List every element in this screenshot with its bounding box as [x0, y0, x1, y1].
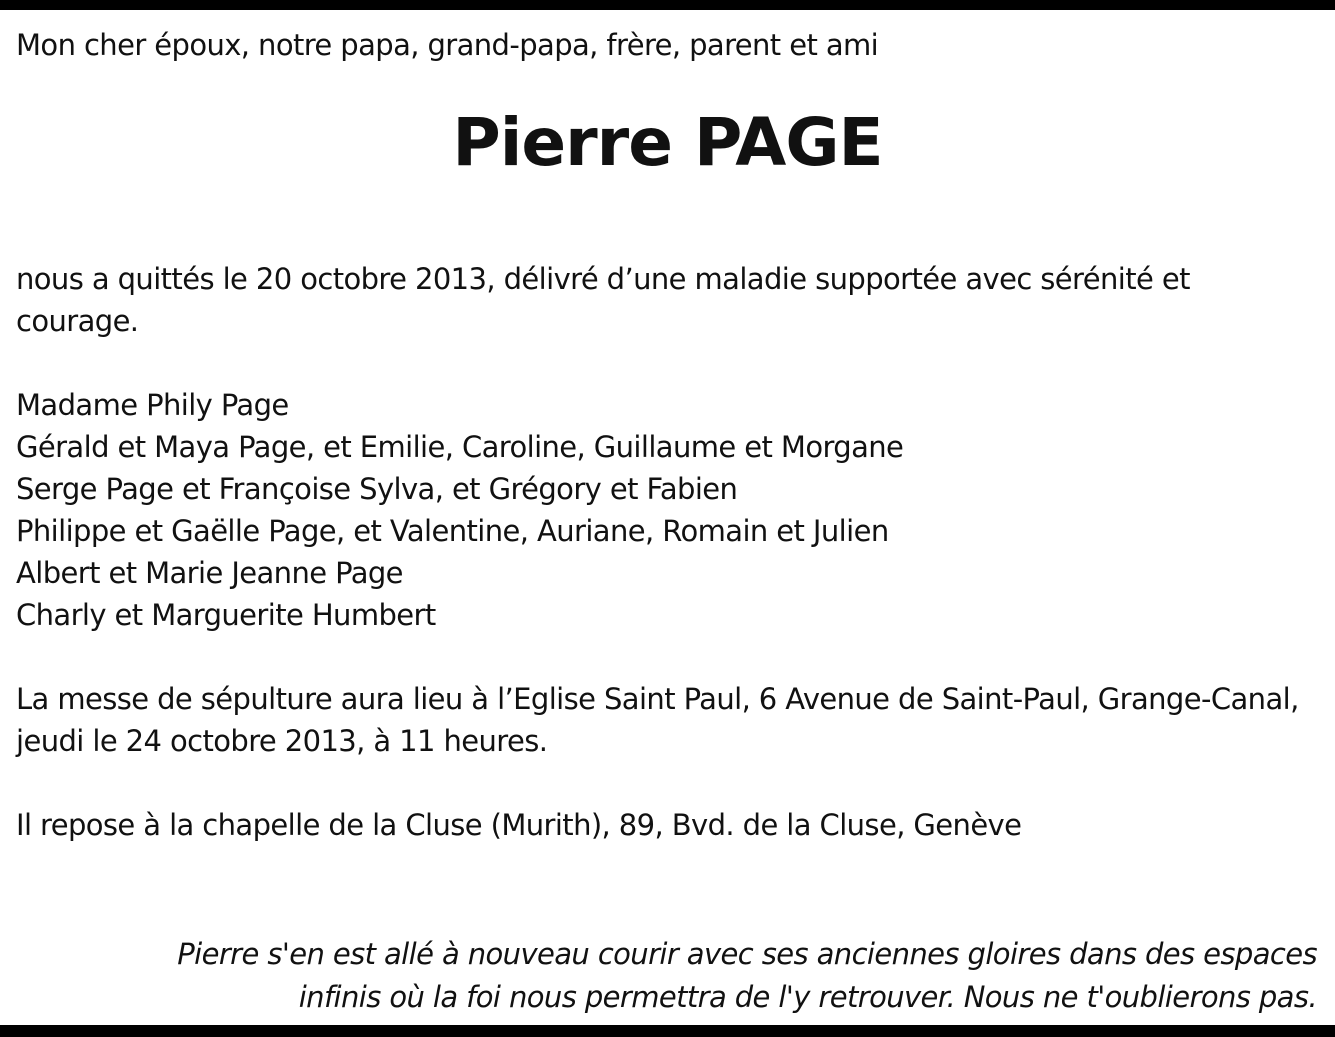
bottom-border-rule [0, 1025, 1335, 1037]
intro-text: Mon cher époux, notre papa, grand-papa, frère, parent et ami [16, 28, 879, 62]
quote-line: infinis où la foi nous permettra de l'y retrouver. Nous ne t'oublierons pas. [298, 980, 1317, 1014]
closing-quote [27, 933, 1317, 1019]
obituary-notice [16, 24, 1319, 846]
family-member: Serge Page et Françoise Sylva, et Grégory et Fabien [16, 472, 738, 506]
family-member: Albert et Marie Jeanne Page [16, 556, 403, 590]
family-member: Philippe et Gaëlle Page, et Valentine, Auriane, Romain et Julien [16, 514, 889, 548]
top-border-rule [0, 0, 1335, 10]
deceased-name: Pierre PAGE [452, 104, 883, 181]
family-member: Madame Phily Page [16, 388, 289, 422]
ceremony-text: La messe de sépulture aura lieu à l’Eglise Saint Paul, 6 Avenue de Saint-Paul, Grange-Canal, jeudi le 24 octobre 2013, à 11 heures. [16, 682, 1299, 758]
death-notice-text: nous a quittés le 20 octobre 2013, délivré d’une maladie supportée avec sérénité et courage. [16, 262, 1190, 338]
repose-text: Il repose à la chapelle de la Cluse (Murith), 89, Bvd. de la Cluse, Genève [16, 808, 1022, 842]
family-member: Gérald et Maya Page, et Emilie, Caroline, Guillaume et Morgane [16, 430, 904, 464]
family-list [16, 384, 1319, 636]
family-member: Charly et Marguerite Humbert [16, 598, 436, 632]
quote-line: Pierre s'en est allé à nouveau courir avec ses anciennes gloires dans des espaces [177, 937, 1317, 971]
